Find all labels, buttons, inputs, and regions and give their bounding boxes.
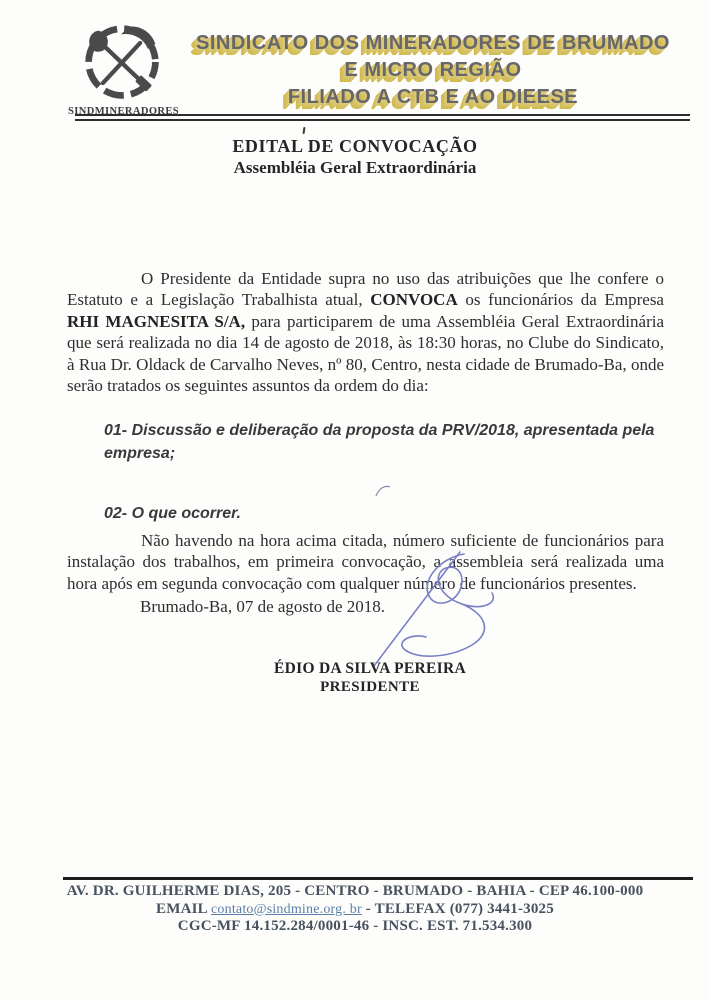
footer-email-link: contato@sindmine.org. br xyxy=(211,901,362,917)
union-name xyxy=(168,30,698,111)
paragraph-segment: para participarem de uma Assembléia Geral Extraordinária que será realizada no dia 14 de agosto de 2018, às 18:30 horas, no Clube do Sindicato, à Rua Dr. Oldack de Carvalho Neves, nº 80, Centro, nesta cidade de Brumado-Ba, onde serão tratados os seguintes assuntos da ordem do dia: xyxy=(67,311,665,396)
footer-contact-line xyxy=(0,901,710,919)
document-subtitle: Assembléia Geral Extraordinária xyxy=(233,158,477,177)
paragraph-segment: O Presidente da Entidade supra no uso das atribuições que lhe confere o Estatuto e a Legislação Trabalhista atual, xyxy=(67,269,664,310)
union-name-line-2: E MICRO REGIÃO xyxy=(344,59,522,81)
crossed-tools-icon xyxy=(79,22,165,104)
company-name-emphasis: RHI MAGNESITA S/A, xyxy=(67,311,246,331)
scan-artifact xyxy=(374,483,394,499)
signatory-block xyxy=(245,660,495,696)
convoca-emphasis: CONVOCA xyxy=(370,290,458,310)
union-name-line-3: FILIADO A CTB E AO DIEESE xyxy=(287,86,579,108)
agenda-item-01: 01- Discussão e deliberação da proposta da PRV/2018, apresentada pela empresa; xyxy=(104,422,655,462)
convocation-paragraph xyxy=(67,268,664,396)
dateline: Brumado-Ba, 07 de agosto de 2018. xyxy=(140,597,386,616)
footer-address: AV. DR. GUILHERME DIAS, 205 - CENTRO - BRUMADO - BAHIA - CEP 46.100-000 xyxy=(66,883,644,899)
paragraph-segment: os funcionários da Empresa xyxy=(457,290,664,310)
union-name-line-1: SINDICATO DOS MINERADORES DE BRUMADO xyxy=(196,32,670,54)
agenda-item-02: 02- O que ocorrer. xyxy=(104,505,241,522)
footer-divider xyxy=(63,877,693,880)
footer-telefax: - TELEFAX (077) 3441-3025 xyxy=(361,900,554,917)
union-logo xyxy=(68,22,180,117)
scan-artifact xyxy=(303,127,306,134)
header-divider xyxy=(75,114,690,121)
signatory-name: ÉDIO DA SILVA PEREIRA xyxy=(274,660,466,677)
footer-email-label: EMAIL xyxy=(156,900,208,917)
footer-registration: CGC-MF 14.152.284/0001-46 - INSC. EST. 71.534.300 xyxy=(177,918,533,934)
handwritten-signature xyxy=(366,548,512,672)
quorum-paragraph: Não havendo na hora acima citada, número suficiente de funcionários para instalação dos trabalhos, em primeira convocação, a assembleia será realizada uma hora após em segunda convocação com qualquer número de funcionários presentes. xyxy=(67,531,664,593)
document-title: EDITAL DE CONVOCAÇÃO xyxy=(232,136,478,156)
footer-block xyxy=(0,883,710,936)
logo-caption: SINDMINERADORES xyxy=(68,106,180,117)
signatory-role: PRESIDENTE xyxy=(320,679,420,695)
